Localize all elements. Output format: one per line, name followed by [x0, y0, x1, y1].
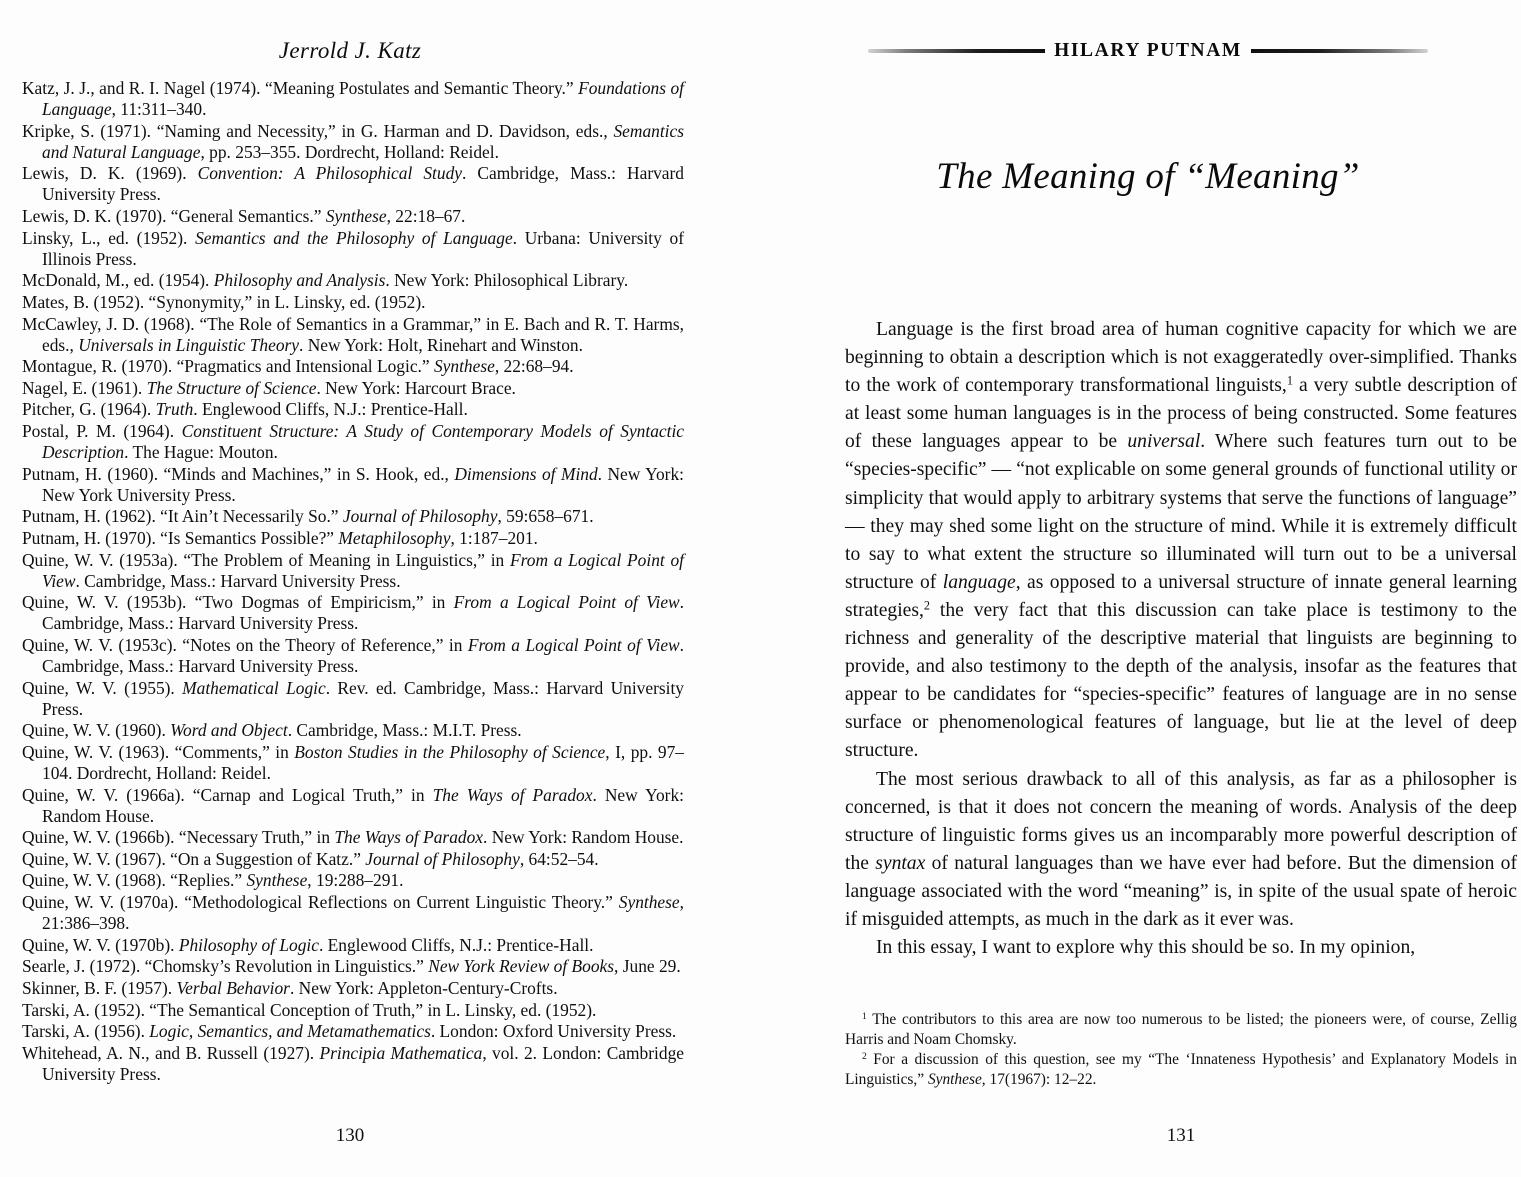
running-head-left: Jerrold J. Katz — [278, 38, 422, 63]
bibliography-entry: Tarski, A. (1952). “The Semantical Conception of Truth,” in L. Linsky, ed. (1952). — [22, 999, 597, 1020]
chapter-head — [868, 40, 1428, 62]
bibliography-entry: Lewis, D. K. (1970). “General Semantics.” Synthese, 22:18–67. — [22, 206, 466, 227]
bibliography-entry: Skinner, B. F. (1957). Verbal Behavior. New York: Appleton-Century-Crofts. — [22, 977, 558, 998]
bibliography-entry: Kripke, S. (1971). “Naming and Necessity,” in G. Harman and D. Davidson, eds., Semantics and Natural Language, pp. 253–355. Dordrecht, Holland: Reidel. — [22, 120, 684, 162]
body-paragraph: The most serious drawback to all of this analysis, as far as a philosopher is concerned, is that it does not concern the meaning of words. Analysis of the deep structure of linguistic forms gives us an incomparably more powerful description of the syntax of natural languages than we have ever had before. But the dimension of language associated with the word “meaning” is, in spite of the usual spate of heroic if misguided attempts, as much in the dark as it ever was. — [845, 768, 1517, 930]
bibliography-entry: Putnam, H. (1970). “Is Semantics Possible?” Metaphilosophy, 1:187–201. — [22, 527, 538, 548]
bibliography-entry: Putnam, H. (1962). “It Ain’t Necessarily So.” Journal of Philosophy, 59:658–671. — [22, 506, 594, 527]
bibliography-entry: Quine, W. V. (1960). Word and Object. Cambridge, Mass.: M.I.T. Press. — [22, 720, 522, 741]
bibliography-entry: Quine, W. V. (1953b). “Two Dogmas of Empiricism,” in From a Logical Point of View. Cambridge, Mass.: Harvard University Press. — [22, 592, 684, 634]
left-page — [0, 0, 760, 1177]
bibliography-entry: Searle, J. (1972). “Chomsky’s Revolution in Linguistics.” New York Review of Books, June 29. — [22, 956, 681, 977]
chapter-title: The Meaning of “Meaning” — [936, 156, 1360, 197]
bibliography-entry: McCawley, J. D. (1968). “The Role of Semantics in a Grammar,” in E. Bach and R. T. Harms, eds., Universals in Linguistic Theory. New York: Holt, Rinehart and Winston. — [22, 313, 684, 355]
bibliography-entry: Quine, W. V. (1966b). “Necessary Truth,” in The Ways of Paradox. New York: Random House. — [22, 827, 684, 848]
bibliography-entry: Katz, J. J., and R. I. Nagel (1974). “Meaning Postulates and Semantic Theory.” Foundations of Language, 11:311–340. — [22, 78, 685, 120]
body-paragraph: Language is the first broad area of human cognitive capacity for which we are beginning to obtain a description which is not exaggeratedly over-simplified. Thanks to the work of contemporary transformational linguists,$^1$ a very subtle description of at least some human languages is in the process of being constructed. Some features of these languages appear to be universal. Where such features turn out to be “species-specific” — “not explicable on some general grounds of functional utility or simplicity that would apply to arbitrary systems that serve the functions of language” — they may shed some light on the structure of mind. While it is extremely difficult to say to what extent the structure so illuminated will turn out to be a universal structure of language, as opposed to a universal structure of innate general learning strategies,$^2$ the very fact that this discussion can take place is testimony to the richness and generality of the descriptive material that linguists are beginning to provide, and also testimony to the depth of the analysis, insofar as the features that appear to be candidates for “species-specific” features of language are in no sense surface or phenomenological features of language, but lie at the level of deep structure. — [845, 319, 1517, 762]
bibliography-entry: Quine, W. V. (1966a). “Carnap and Logical Truth,” in The Ways of Paradox. New York: Random House. — [22, 784, 684, 826]
bibliography-entry: Quine, W. V. (1970b). Philosophy of Logic. Englewood Cliffs, N.J.: Prentice-Hall. — [22, 934, 594, 955]
bibliography-entry: Whitehead, A. N., and B. Russell (1927). Principia Mathematica, vol. 2. London: Cambridge University Press. — [22, 1042, 684, 1084]
bibliography-entry: Quine, W. V. (1968). “Replies.” Synthese, 19:288–291. — [22, 870, 404, 891]
page-number-right: 131 — [1166, 1125, 1196, 1146]
decorative-rule-right — [1251, 49, 1428, 53]
bibliography-entry: McDonald, M., ed. (1954). Philosophy and Analysis. New York: Philosophical Library. — [22, 270, 629, 291]
body-text — [845, 316, 1517, 962]
body-paragraph: In this essay, I want to explore why this should be so. In my opinion, — [876, 937, 1416, 959]
bibliography-entry: Quine, W. V. (1953a). “The Problem of Meaning in Linguistics,” in From a Logical Point of View. Cambridge, Mass.: Harvard University Press. — [22, 549, 684, 591]
bibliography-entry: Quine, W. V. (1953c). “Notes on the Theory of Reference,” in From a Logical Point of View. Cambridge, Mass.: Harvard University Press. — [22, 634, 685, 677]
decorative-rule-left — [868, 49, 1045, 53]
bibliography-entry: Tarski, A. (1956). Logic, Semantics, and Metamathematics. London: Oxford University Press. — [22, 1021, 677, 1042]
right-page — [760, 0, 1521, 1177]
bibliography-entry: Quine, W. V. (1967). “On a Suggestion of Katz.” Journal of Philosophy, 64:52–54. — [22, 848, 599, 869]
footnote-item: $^1$ The contributors to this area are now too numerous to be listed; the pioneers were, of course, Zellig Harris and Noam Chomsky. — [845, 1010, 1517, 1048]
bibliography-entry: Mates, B. (1952). “Synonymity,” in L. Linsky, ed. (1952). — [22, 291, 426, 312]
bibliography-entry: Quine, W. V. (1955). Mathematical Logic. Rev. ed. Cambridge, Mass.: Harvard University Press. — [22, 677, 684, 719]
bibliography-entry: Montague, R. (1970). “Pragmatics and Intensional Logic.” Synthese, 22:68–94. — [22, 356, 574, 377]
bibliography-entry: Pitcher, G. (1964). Truth. Englewood Cliffs, N.J.: Prentice-Hall. — [22, 399, 468, 420]
bibliography-entry: Putnam, H. (1960). “Minds and Machines,” in S. Hook, ed., Dimensions of Mind. New York: New York University Press. — [22, 463, 684, 505]
footnote-list — [845, 1010, 1517, 1090]
bibliography-entry: Quine, W. V. (1970a). “Methodological Reflections on Current Linguistic Theory.” Synthese, 21:386–398. — [22, 892, 684, 934]
bibliography-entry: Quine, W. V. (1963). “Comments,” in Boston Studies in the Philosophy of Science, I, pp. 97–104. Dordrecht, Holland: Reidel. — [22, 741, 685, 783]
bibliography-entry: Linsky, L., ed. (1952). Semantics and the Philosophy of Language. Urbana: University of Illinois Press. — [22, 227, 684, 269]
footnote-item: $^2$ For a discussion of this question, see my “The ‘Innateness Hypothesis’ and Explanatory Models in Linguistics,” Synthese, 17(1967): 12–22. — [845, 1050, 1517, 1088]
page-number-left: 130 — [335, 1125, 365, 1146]
bibliography-list — [22, 78, 684, 1085]
bibliography-entry: Nagel, E. (1961). The Structure of Science. New York: Harcourt Brace. — [22, 377, 516, 398]
bibliography-entry: Postal, P. M. (1964). Constituent Structure: A Study of Contemporary Models of Syntactic Description. The Hague: Mouton. — [22, 421, 684, 463]
bibliography-entry: Lewis, D. K. (1969). Convention: A Philosophical Study. Cambridge, Mass.: Harvard University Press. — [22, 163, 685, 205]
author-name: HILARY PUTNAM — [1054, 40, 1242, 61]
